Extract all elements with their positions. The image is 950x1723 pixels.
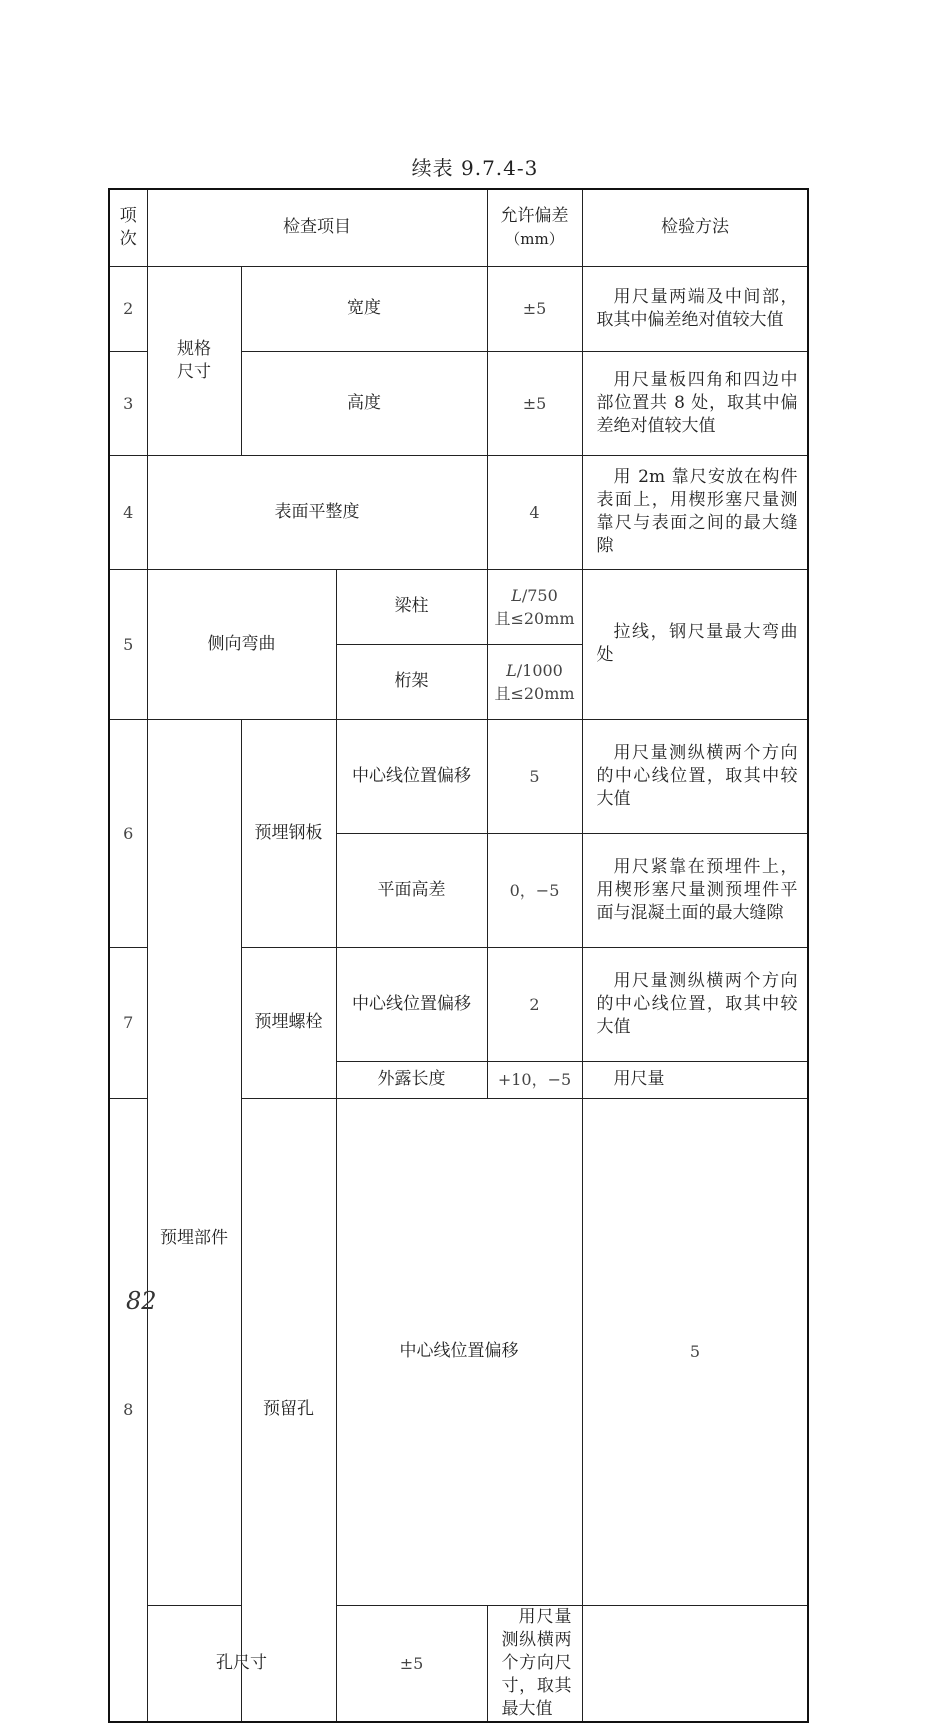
table-row — [109, 719, 808, 833]
method-text: 用尺量 — [582, 1061, 808, 1098]
header-row — [109, 189, 808, 266]
row-number: 8 — [109, 1098, 147, 1722]
table-row — [109, 455, 808, 569]
sub-item: 梁柱 — [336, 569, 487, 644]
table-row — [109, 266, 808, 351]
tolerance-value: 5 — [582, 1098, 808, 1605]
tolerance-value: +10，−5 — [487, 1061, 582, 1098]
page-number: 82 — [126, 1287, 157, 1315]
tolerance-value: ±5 — [336, 1605, 487, 1722]
tolerance-value: 5 — [487, 719, 582, 833]
tolerance-value: L/750 且≤20mm — [487, 569, 582, 644]
check-item: 中心线位置偏移 — [336, 1098, 582, 1605]
row-number: 2 — [109, 266, 147, 351]
row-number: 5 — [109, 569, 147, 719]
header-tolerance: 允许偏差 （mm） — [487, 189, 582, 266]
header-method: 检验方法 — [582, 189, 808, 266]
method-text: 拉线，钢尺量最大弯曲处 — [582, 569, 808, 719]
check-item: 宽度 — [241, 266, 487, 351]
row-number: 6 — [109, 719, 147, 947]
check-item: 中心线位置偏移 — [336, 719, 487, 833]
table-row — [109, 1605, 808, 1722]
sub-group-label: 预埋螺栓 — [241, 947, 336, 1098]
method-text: 用尺量测纵横两个方向的中心线位置，取其中较大值 — [582, 947, 808, 1061]
tolerance-value: 4 — [487, 455, 582, 569]
group-label: 规格尺寸 — [147, 266, 241, 455]
method-text: 用尺量两端及中间部，取其中偏差绝对值较大值 — [582, 266, 808, 351]
method-text: 用尺量板四角和四边中部位置共 8 处，取其中偏差绝对值较大值 — [582, 351, 808, 455]
row-number: 4 — [109, 455, 147, 569]
check-item: 表面平整度 — [147, 455, 487, 569]
check-item: 外露长度 — [336, 1061, 487, 1098]
sub-group-label: 预埋钢板 — [241, 719, 336, 947]
check-item: 平面高差 — [336, 833, 487, 947]
table-row — [109, 569, 808, 644]
method-text: 用 2m 靠尺安放在构件表面上，用楔形塞尺量测靠尺与表面之间的最大缝隙 — [582, 455, 808, 569]
tolerance-value: 0，−5 — [487, 833, 582, 947]
method-text: 用尺紧靠在预埋件上，用楔形塞尺量测预埋件平面与混凝土面的最大缝隙 — [582, 833, 808, 947]
tolerance-value: 2 — [487, 947, 582, 1061]
check-item: 中心线位置偏移 — [336, 947, 487, 1061]
method-text: 用尺量测纵横两个方向尺寸，取其最大值 — [487, 1605, 582, 1722]
header-check-item: 检查项目 — [147, 189, 487, 266]
group-label: 预埋部件 — [147, 719, 241, 1605]
tolerance-value: ±5 — [487, 266, 582, 351]
inspection-table — [108, 188, 809, 1723]
tolerance-value: ±5 — [487, 351, 582, 455]
header-item-no: 项次 — [109, 189, 147, 266]
group-label: 预留孔 — [241, 1098, 336, 1722]
row-number: 3 — [109, 351, 147, 455]
table-caption: 续表 9.7.4-3 — [411, 156, 539, 180]
check-item: 侧向弯曲 — [147, 569, 336, 719]
sub-item: 桁架 — [336, 644, 487, 719]
check-item: 高度 — [241, 351, 487, 455]
check-item: 孔尺寸 — [147, 1605, 336, 1722]
tolerance-value: L/1000 且≤20mm — [487, 644, 582, 719]
row-number: 7 — [109, 947, 147, 1098]
method-text: 用尺量测纵横两个方向的中心线位置，取其中较大值 — [582, 719, 808, 833]
